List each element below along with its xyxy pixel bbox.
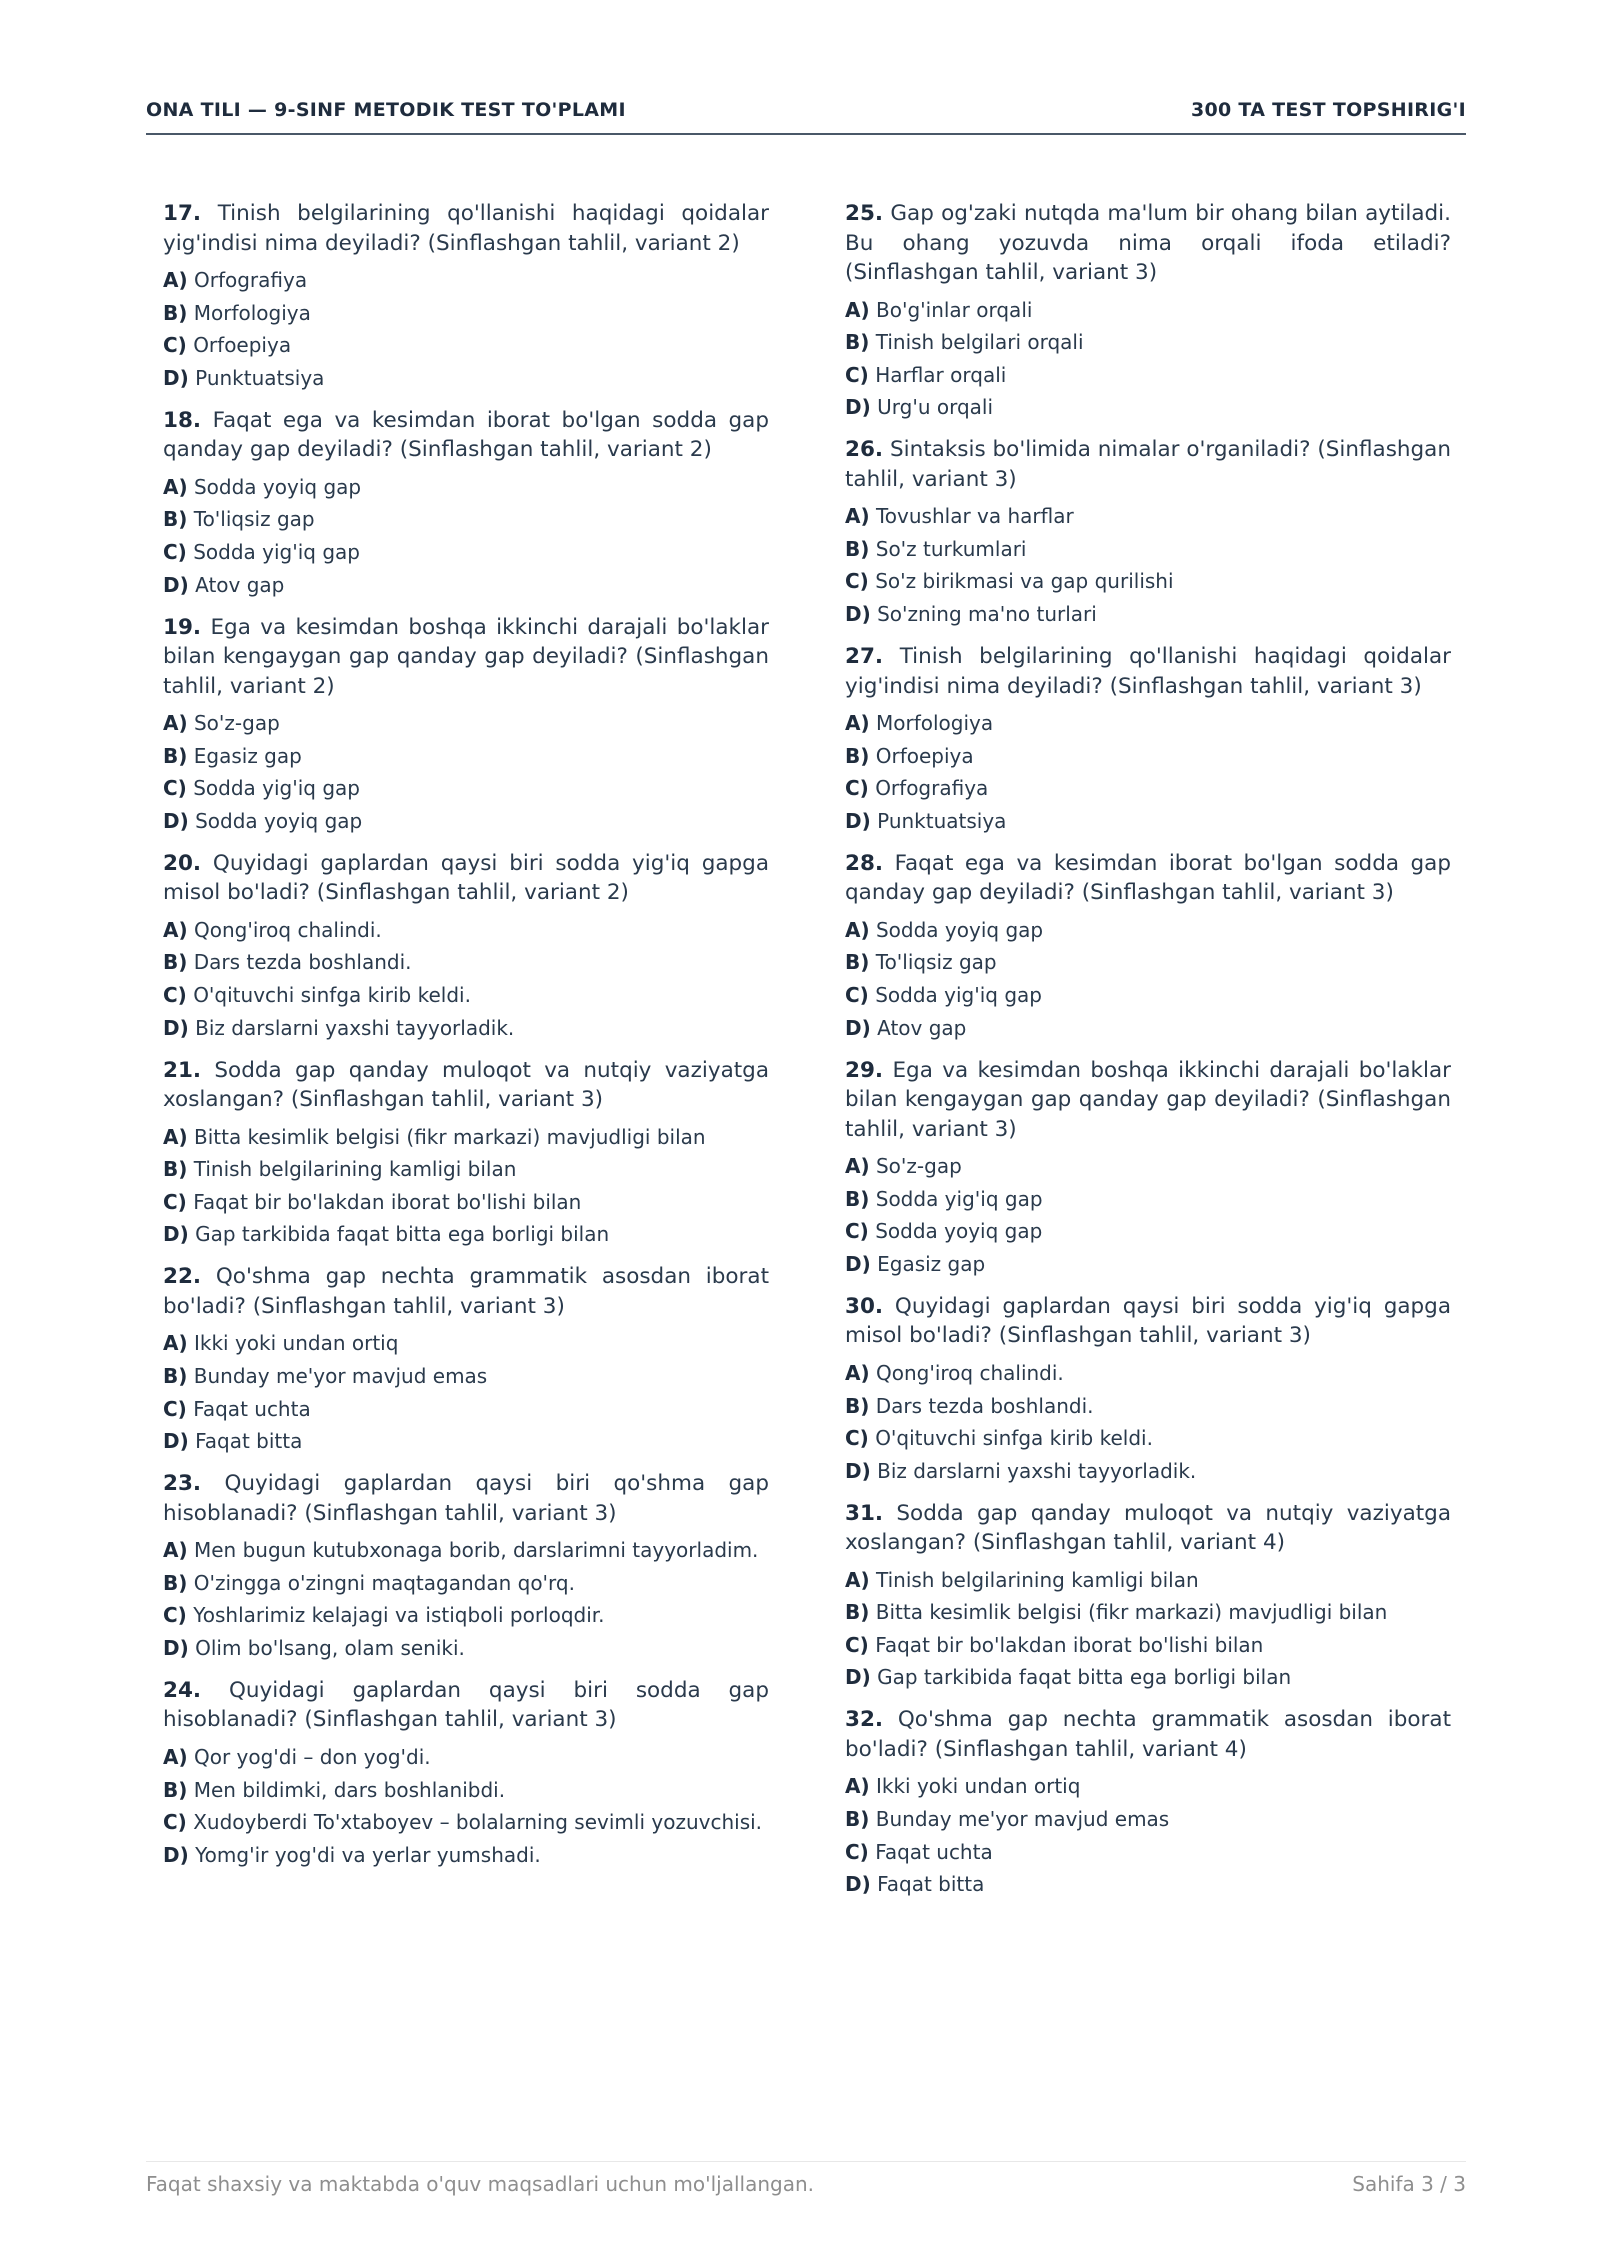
option-text: Orfoepiya [193, 333, 292, 358]
option-letter: A) [163, 917, 188, 942]
answer-option [845, 950, 1451, 975]
answer-option [845, 569, 1451, 594]
option-letter: D) [163, 1015, 189, 1040]
option-text: Sodda yig'iq gap [193, 776, 360, 801]
answer-option [163, 1016, 769, 1041]
option-text: Sodda yig'iq gap [875, 983, 1042, 1008]
answer-option [163, 366, 769, 391]
option-text: Tinish belgilarining kamligi bilan [875, 1567, 1199, 1592]
question-block [163, 1056, 769, 1248]
answer-option [845, 1600, 1451, 1625]
question-body: Faqat ega va kesimdan iborat bo'lgan sodda gap qanday gap deyiladi? (Sinflashgan tahlil, variant 2) [163, 407, 769, 463]
option-text: Bo'g'inlar orqali [875, 297, 1033, 322]
answer-option [163, 1571, 769, 1596]
answer-option [845, 711, 1451, 736]
option-letter: C) [845, 569, 869, 594]
answer-option [163, 950, 769, 975]
option-text: Men bildimki, dars boshlanibdi. [193, 1777, 506, 1802]
answer-option [845, 537, 1451, 562]
option-letter: B) [845, 330, 870, 355]
option-letter: B) [845, 1807, 870, 1832]
answer-option [845, 1774, 1451, 1799]
answer-option [845, 1187, 1451, 1212]
option-letter: C) [845, 362, 869, 387]
left-column [163, 199, 769, 1883]
option-text: Faqat bitta [195, 1429, 303, 1454]
question-number: 26. [845, 437, 884, 463]
question-number: 25. [845, 201, 884, 226]
option-letter: A) [845, 711, 870, 736]
option-letter: D) [163, 572, 189, 597]
option-letter: D) [163, 365, 189, 390]
answer-option [845, 1154, 1451, 1179]
answer-option [163, 540, 769, 565]
question-number: 23. [163, 1471, 202, 1497]
question-text [163, 849, 769, 908]
answer-option [845, 744, 1451, 769]
option-letter: A) [163, 1538, 188, 1563]
question-number: 24. [163, 1677, 202, 1703]
option-text: So'z turkumlari [875, 536, 1027, 561]
question-text [163, 1469, 769, 1528]
option-text: Men bugun kutubxonaga borib, darslarimni tayyorladim. [193, 1538, 759, 1563]
page-header [146, 97, 1466, 135]
option-text: Bitta kesimlik belgisi (fikr markazi) mavjudligi bilan [193, 1124, 706, 1149]
question-number: 17. [163, 201, 202, 226]
answer-option [845, 1426, 1451, 1451]
answer-option [163, 776, 769, 801]
page-footer [146, 2161, 1466, 2196]
option-text: Egasiz gap [877, 1251, 986, 1276]
answer-option [163, 1125, 769, 1150]
option-letter: B) [163, 743, 188, 768]
question-text [163, 1676, 769, 1735]
document-title: ONA TILI — 9-SINF METODIK TEST TO'PLAMI [146, 99, 626, 121]
option-letter: B) [845, 536, 870, 561]
answer-option [845, 1252, 1451, 1277]
answer-option [163, 1190, 769, 1215]
answer-option [163, 507, 769, 532]
document-subtitle: 300 TA TEST TOPSHIRIG'I [1190, 99, 1466, 121]
option-text: Sodda yoyiq gap [195, 808, 363, 833]
option-text: Faqat bir bo'lakdan iborat bo'lishi bilan [193, 1189, 582, 1214]
option-text: Sodda yoyiq gap [875, 917, 1044, 942]
option-text: Punktuatsiya [195, 365, 325, 390]
option-letter: C) [163, 776, 187, 801]
option-letter: B) [163, 1157, 188, 1182]
option-text: Egasiz gap [193, 743, 302, 768]
option-letter: D) [845, 602, 871, 627]
option-letter: A) [845, 297, 870, 322]
option-letter: A) [163, 1331, 188, 1356]
question-block [845, 1056, 1451, 1277]
option-text: Tinish belgilarining kamligi bilan [193, 1157, 517, 1182]
option-letter: C) [845, 983, 869, 1008]
option-text: So'zning ma'no turlari [877, 602, 1097, 627]
answer-option [163, 809, 769, 834]
answer-option [845, 983, 1451, 1008]
option-text: Qong'iroq chalindi. [193, 917, 382, 942]
answer-option [163, 1745, 769, 1770]
option-text: So'z-gap [875, 1154, 962, 1179]
answer-option [845, 1361, 1451, 1386]
question-number: 22. [163, 1264, 202, 1290]
answer-option [845, 1568, 1451, 1593]
option-letter: C) [163, 1603, 187, 1628]
option-text: Yoshlarimiz kelajagi va istiqboli porloqdir. [193, 1603, 605, 1628]
option-letter: D) [163, 1222, 189, 1247]
question-body: Tinish belgilarining qo'llanishi haqidagi qoidalar yig'indisi nima deyiladi? (Sinflashgan tahlil, variant 2) [163, 201, 769, 256]
option-text: Dars tezda boshlandi. [875, 1393, 1094, 1418]
question-text [163, 199, 769, 258]
option-text: Harflar orqali [875, 362, 1007, 387]
answer-option [845, 1394, 1451, 1419]
question-block [845, 435, 1451, 627]
option-text: Orfoepiya [875, 743, 974, 768]
option-text: Faqat bir bo'lakdan iborat bo'lishi bilan [875, 1632, 1264, 1657]
page-number: Sahifa 3 / 3 [1352, 2172, 1466, 2196]
option-letter: B) [163, 950, 188, 975]
option-letter: B) [163, 1570, 188, 1595]
question-text [163, 613, 769, 702]
answer-option [163, 1331, 769, 1356]
answer-option [845, 1807, 1451, 1832]
option-text: Qong'iroq chalindi. [875, 1360, 1064, 1385]
option-text: Bunday me'yor mavjud emas [875, 1807, 1170, 1832]
answer-option [845, 1219, 1451, 1244]
option-text: Xudoyberdi To'xtaboyev – bolalarning sevimli yozuvchisi. [193, 1810, 763, 1835]
option-text: Sodda yoyiq gap [875, 1219, 1043, 1244]
question-text [845, 849, 1451, 908]
option-text: Dars tezda boshlandi. [193, 950, 412, 975]
option-letter: B) [845, 1393, 870, 1418]
answer-option [845, 1840, 1451, 1865]
option-letter: A) [163, 268, 188, 292]
question-body: Quyidagi gaplardan qaysi biri sodda yig'iq gapga misol bo'ladi? (Sinflashgan tahlil, variant 3) [845, 1293, 1451, 1349]
answer-option [845, 1665, 1451, 1690]
option-text: Morfologiya [875, 711, 994, 736]
question-body: Qo'shma gap nechta grammatik asosdan iborat bo'ladi? (Sinflashgan tahlil, variant 4) [845, 1707, 1451, 1762]
option-text: Atov gap [877, 1015, 967, 1040]
option-text: To'liqsiz gap [193, 507, 315, 532]
answer-option [845, 504, 1451, 529]
answer-option [845, 809, 1451, 834]
question-body: Ega va kesimdan boshqa ikkinchi darajali bo'laklar bilan kengaygan gap qanday gap deyiladi? (Sinflashgan tahlil, variant 3) [845, 1057, 1451, 1142]
option-letter: B) [845, 743, 870, 768]
question-block [163, 199, 769, 391]
option-letter: C) [163, 539, 187, 564]
option-text: Gap tarkibida faqat bitta ega borligi bilan [195, 1222, 610, 1247]
option-text: Gap tarkibida faqat bitta ega borligi bilan [877, 1665, 1292, 1690]
answer-option [845, 395, 1451, 420]
question-block [163, 406, 769, 598]
option-letter: B) [845, 1186, 870, 1211]
option-letter: A) [163, 1124, 188, 1149]
answer-option [163, 573, 769, 598]
option-letter: A) [163, 474, 188, 499]
answer-option [163, 744, 769, 769]
option-text: So'z birikmasi va gap qurilishi [875, 569, 1174, 594]
option-text: Ikki yoki undan ortiq [875, 1774, 1081, 1799]
option-text: Punktuatsiya [877, 808, 1007, 833]
option-text: Sodda yoyiq gap [193, 474, 362, 499]
answer-option [163, 1364, 769, 1389]
question-text [163, 1262, 769, 1321]
option-text: Faqat uchta [193, 1396, 311, 1421]
answer-option [163, 1222, 769, 1247]
question-body: Gap og'zaki nutqda ma'lum bir ohang bilan aytiladi. Bu ohang yozuvda nima orqali ifoda etiladi? (Sinflashgan tahlil, variant 3) [845, 201, 1451, 285]
option-letter: C) [163, 1396, 187, 1421]
question-number: 19. [163, 614, 202, 640]
question-body: Quyidagi gaplardan qaysi biri sodda yig'iq gapga misol bo'ladi? (Sinflashgan tahlil, variant 2) [163, 850, 769, 906]
question-number: 20. [163, 850, 202, 876]
question-body: Sodda gap qanday muloqot va nutqiy vaziyatga xoslangan? (Sinflashgan tahlil, variant 3) [163, 1057, 770, 1113]
option-letter: C) [845, 776, 869, 801]
question-text [163, 406, 769, 465]
answer-option [163, 1843, 769, 1868]
question-body: Sodda gap qanday muloqot va nutqiy vaziyatga xoslangan? (Sinflashgan tahlil, variant 4) [845, 1500, 1452, 1556]
question-text [845, 642, 1451, 701]
question-block [845, 199, 1451, 420]
option-text: Sodda yig'iq gap [875, 1186, 1043, 1211]
option-text: To'liqsiz gap [875, 950, 997, 975]
option-letter: B) [163, 300, 188, 325]
answer-option [845, 298, 1451, 323]
question-body: Sintaksis bo'limida nimalar o'rganiladi? (Sinflashgan tahlil, variant 3) [845, 437, 1451, 492]
option-letter: D) [845, 808, 871, 833]
answer-option [845, 602, 1451, 627]
option-letter: A) [845, 1567, 870, 1592]
question-number: 28. [845, 850, 884, 876]
right-column [845, 199, 1451, 1912]
question-text [845, 1056, 1451, 1145]
option-text: Orfografiya [875, 776, 989, 801]
option-letter: B) [163, 1777, 188, 1802]
option-letter: B) [163, 507, 188, 532]
option-letter: B) [163, 1364, 188, 1388]
option-text: Ikki yoki undan ortiq [193, 1331, 399, 1356]
answer-option [845, 330, 1451, 355]
question-body: Faqat ega va kesimdan iborat bo'lgan sodda gap qanday gap deyiladi? (Sinflashgan tahlil, variant 3) [845, 850, 1451, 906]
option-text: Sodda yig'iq gap [193, 539, 360, 564]
answer-option [163, 268, 769, 293]
option-text: O'zingga o'zingni maqtagandan qo'rq. [193, 1570, 575, 1595]
option-text: Orfografiya [193, 268, 308, 292]
option-letter: A) [845, 917, 870, 942]
question-number: 30. [845, 1293, 884, 1319]
answer-option [163, 1397, 769, 1422]
option-text: O'qituvchi sinfga kirib keldi. [193, 983, 471, 1008]
question-number: 32. [845, 1707, 884, 1733]
question-text [845, 199, 1451, 288]
option-letter: D) [845, 1872, 871, 1897]
option-text: Yomg'ir yog'di va yerlar yumshadi. [195, 1842, 541, 1867]
option-letter: D) [845, 1665, 871, 1690]
option-letter: A) [163, 711, 188, 736]
answer-option [163, 1429, 769, 1454]
answer-option [163, 333, 769, 358]
answer-option [845, 1016, 1451, 1041]
question-number: 18. [163, 407, 202, 433]
option-text: Qor yog'di – don yog'di. [193, 1744, 431, 1769]
question-block [845, 849, 1451, 1041]
answer-option [845, 1872, 1451, 1897]
question-body: Qo'shma gap nechta grammatik asosdan iborat bo'ladi? (Sinflashgan tahlil, variant 3) [163, 1264, 769, 1319]
question-number: 21. [163, 1057, 202, 1083]
question-block [163, 1469, 769, 1661]
answer-option [163, 1603, 769, 1628]
answer-option [163, 711, 769, 736]
question-text [845, 1292, 1451, 1351]
option-letter: D) [163, 1429, 189, 1454]
question-body: Ega va kesimdan boshqa ikkinchi darajali bo'laklar bilan kengaygan gap qanday gap deyiladi? (Sinflashgan tahlil, variant 2) [163, 614, 769, 699]
option-letter: D) [163, 1635, 189, 1660]
option-letter: C) [845, 1219, 869, 1244]
question-body: Quyidagi gaplardan qaysi biri qo'shma gap hisoblanadi? (Sinflashgan tahlil, variant 3) [163, 1471, 769, 1526]
option-text: Tinish belgilari orqali [875, 330, 1084, 355]
answer-option [845, 1633, 1451, 1658]
answer-option [163, 1157, 769, 1182]
question-block [845, 642, 1451, 834]
option-letter: A) [845, 1154, 870, 1179]
option-letter: A) [163, 1744, 188, 1769]
answer-option [163, 1538, 769, 1563]
answer-option [163, 301, 769, 326]
option-letter: C) [163, 983, 187, 1008]
option-letter: C) [845, 1839, 869, 1864]
question-number: 31. [845, 1500, 884, 1526]
option-text: Urg'u orqali [877, 395, 994, 420]
question-text [845, 435, 1451, 494]
question-block [845, 1292, 1451, 1484]
option-letter: D) [845, 395, 871, 420]
option-text: Bunday me'yor mavjud emas [193, 1364, 488, 1388]
option-text: Biz darslarni yaxshi tayyorladik. [195, 1015, 515, 1040]
option-letter: C) [163, 1189, 187, 1214]
option-text: Faqat bitta [877, 1872, 985, 1897]
answer-option [163, 983, 769, 1008]
question-number: 27. [845, 644, 884, 670]
question-text [845, 1499, 1451, 1558]
option-letter: D) [845, 1015, 871, 1040]
footer-note: Faqat shaxsiy va maktabda o'quv maqsadlari uchun mo'ljallangan. [146, 2172, 815, 2196]
option-text: Olim bo'lsang, olam seniki. [195, 1635, 465, 1660]
option-letter: A) [845, 504, 870, 529]
option-letter: C) [845, 1426, 869, 1451]
answer-option [163, 1636, 769, 1661]
option-letter: D) [845, 1458, 871, 1483]
option-letter: A) [845, 1360, 870, 1385]
question-block [163, 1262, 769, 1454]
option-letter: D) [163, 1842, 189, 1867]
option-text: Faqat uchta [875, 1839, 993, 1864]
answer-option [845, 1459, 1451, 1484]
option-text: Atov gap [195, 572, 285, 597]
question-text [845, 1705, 1451, 1764]
option-letter: C) [845, 1632, 869, 1657]
question-block [845, 1705, 1451, 1897]
question-block [163, 1676, 769, 1868]
answer-option [845, 363, 1451, 388]
option-text: O'qituvchi sinfga kirib keldi. [875, 1426, 1153, 1451]
option-letter: D) [163, 808, 189, 833]
question-block [845, 1499, 1451, 1691]
question-body: Tinish belgilarining qo'llanishi haqidagi qoidalar yig'indisi nima deyiladi? (Sinflashgan tahlil, variant 3) [845, 644, 1451, 699]
option-letter: B) [845, 950, 870, 975]
answer-option [163, 475, 769, 500]
question-number: 29. [845, 1057, 884, 1083]
answer-option [163, 1810, 769, 1835]
option-text: Bitta kesimlik belgisi (fikr markazi) mavjudligi bilan [875, 1600, 1388, 1625]
question-block [163, 849, 769, 1041]
option-text: Tovushlar va harflar [875, 504, 1074, 529]
option-text: Biz darslarni yaxshi tayyorladik. [877, 1458, 1197, 1483]
answer-option [163, 918, 769, 943]
option-letter: C) [163, 1810, 187, 1835]
option-text: Morfologiya [193, 300, 311, 325]
question-text [163, 1056, 769, 1115]
option-letter: A) [845, 1774, 870, 1799]
option-letter: B) [845, 1600, 870, 1625]
answer-option [845, 918, 1451, 943]
question-block [163, 613, 769, 834]
option-letter: D) [845, 1251, 871, 1276]
answer-option [845, 776, 1451, 801]
answer-option [163, 1778, 769, 1803]
option-text: So'z-gap [193, 711, 280, 736]
question-body: Quyidagi gaplardan qaysi biri sodda gap hisoblanadi? (Sinflashgan tahlil, variant 3) [163, 1677, 769, 1733]
option-letter: C) [163, 333, 187, 358]
